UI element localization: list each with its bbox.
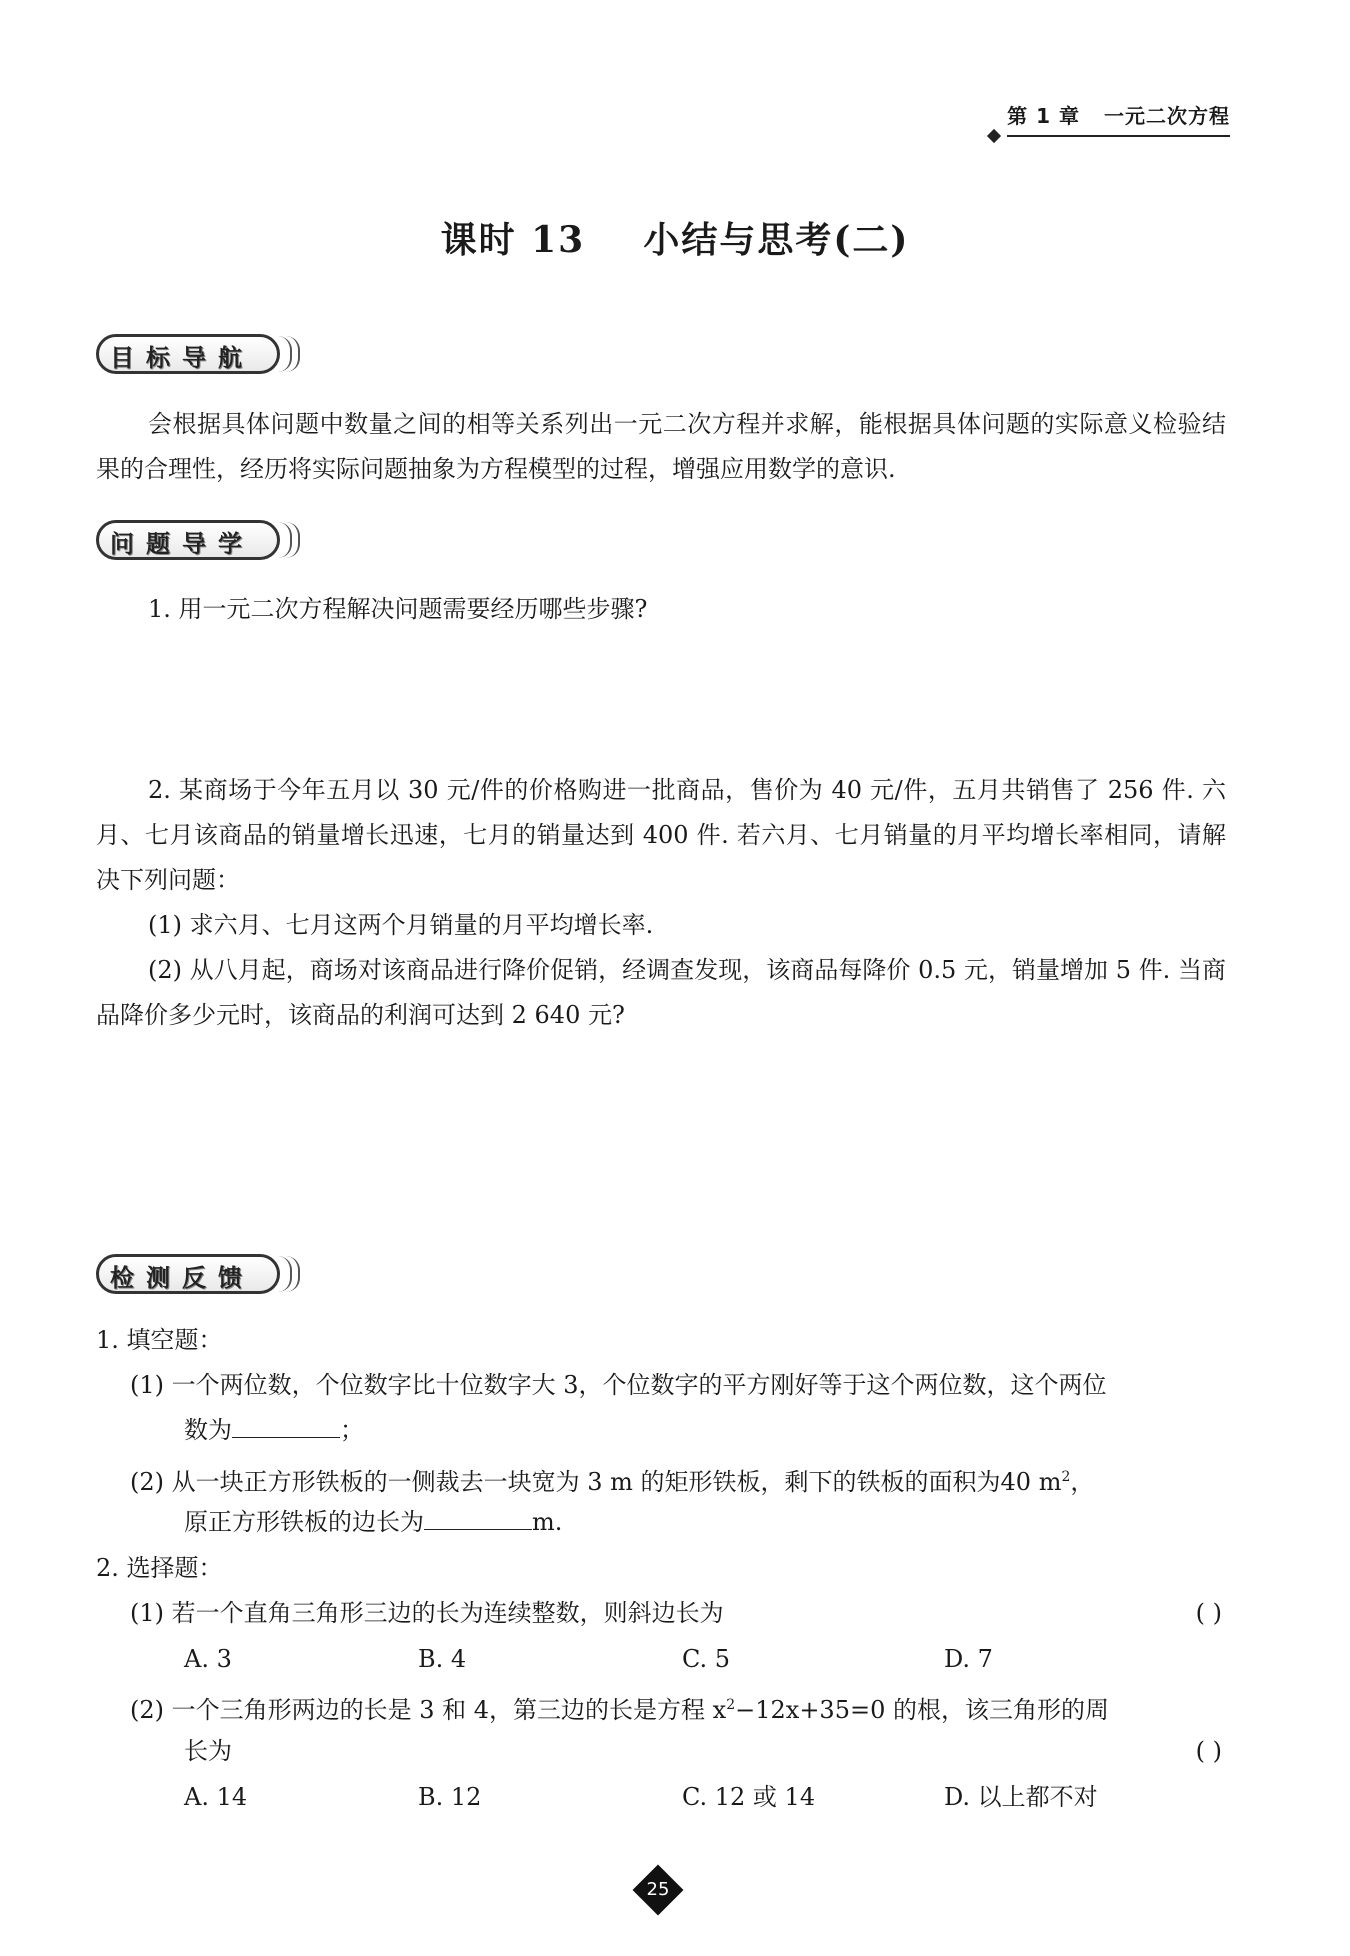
answer-prefix: 数为: [184, 1416, 232, 1444]
answer-blank[interactable]: [232, 1411, 340, 1438]
choice-2-option-d: D. 以上都不对: [944, 1783, 1098, 1811]
section-banner-guide: [96, 520, 296, 564]
fill-in-item-2: [130, 1455, 1094, 1505]
superscript: 2: [726, 1697, 736, 1713]
diamond-icon: [987, 129, 1001, 143]
fill-in-title: 1. 填空题：: [96, 1326, 223, 1354]
choice-item-2: [130, 1683, 1109, 1733]
guide-question-1: 1. 用一元二次方程解决问题需要经历哪些步骤?: [148, 595, 648, 623]
chapter-title: 一元二次方程: [1104, 104, 1230, 128]
choice-item-2-cont: 长为: [184, 1737, 232, 1765]
chapter-header: [1007, 100, 1230, 137]
lesson-title: 课时 13 小结与思考(二): [440, 219, 910, 261]
item-text: (2) 一个三角形两边的长是 3 和 4，第三边的长是方程 x: [130, 1696, 727, 1724]
choice-1-option-a: A. 3: [184, 1645, 232, 1673]
choice-2-option-a: A. 14: [184, 1783, 248, 1811]
choice-2-option-b: B. 12: [418, 1783, 482, 1811]
page-number: 25: [646, 1879, 670, 1900]
choice-1-option-b: B. 4: [418, 1645, 467, 1673]
fill-in-item-2-answer: [184, 1500, 562, 1545]
answer-prefix: 原正方形铁板的边长为: [184, 1508, 424, 1536]
fill-in-item-1-answer: [184, 1408, 364, 1453]
answer-suffix: m.: [532, 1508, 563, 1536]
arc-decoration-icon: [286, 1256, 300, 1292]
item-text-end: −12x+35=0 的根，该三角形的周: [735, 1696, 1109, 1724]
section-banner-goals: [96, 334, 296, 378]
banner-label: 问题导学: [110, 530, 254, 558]
banner-label: 目标导航: [110, 344, 254, 372]
choice-2-option-c: C. 12 或 14: [682, 1783, 816, 1811]
arc-decoration-icon: [286, 336, 300, 372]
choice-title: 2. 选择题：: [96, 1554, 223, 1582]
chapter-number: 第 1 章: [1007, 104, 1080, 128]
section-banner-feedback: [96, 1254, 296, 1298]
arc-decoration-icon: [286, 522, 300, 558]
guide-question-2-part-1: (1) 求六月、七月这两个月销量的月平均增长率.: [148, 911, 654, 939]
answer-blank[interactable]: [424, 1503, 532, 1530]
choice-1-option-d: D. 7: [944, 1645, 993, 1673]
choice-1-option-c: C. 5: [682, 1645, 731, 1673]
guide-question-2: 2. 某商场于今年五月以 30 元/件的价格购进一批商品，售价为 40 元/件，五月共销售了 256 件. 六月、七月该商品的销量增长迅速，七月的销量达到 400 件. 若六月、七月销量的月平均增长率相同，请解决下列问题：: [96, 776, 1226, 894]
item-text-end: ，: [1070, 1468, 1095, 1496]
superscript: 2: [1061, 1469, 1071, 1485]
banner-label: 检测反馈: [110, 1264, 254, 1292]
guide-question-2-part-2: (2) 从八月起，商场对该商品进行降价促销，经调查发现，该商品每降价 0.5 元，销量增加 5 件. 当商品降价多少元时，该商品的利润可达到 2 640 元?: [96, 956, 1226, 1029]
goals-text: 会根据具体问题中数量之间的相等关系列出一元二次方程并求解，能根据具体问题的实际意义检验结果的合理性，经历将实际问题抽象为方程模型的过程，增强应用数学的意识.: [96, 410, 1226, 483]
choice-item-1: (1) 若一个直角三角形三边的长为连续整数，则斜边长为: [130, 1599, 724, 1627]
answer-suffix: ；: [340, 1416, 364, 1444]
item-text: (2) 从一块正方形铁板的一侧裁去一块宽为 3 m 的矩形铁板，剩下的铁板的面积为40 m: [130, 1468, 1062, 1496]
answer-parentheses[interactable]: ( ): [1195, 1599, 1222, 1627]
answer-parentheses[interactable]: ( ): [1195, 1737, 1222, 1765]
fill-in-item-1: (1) 一个两位数，个位数字比十位数字大 3，个位数字的平方刚好等于这个两位数，这个两位: [130, 1371, 1107, 1399]
